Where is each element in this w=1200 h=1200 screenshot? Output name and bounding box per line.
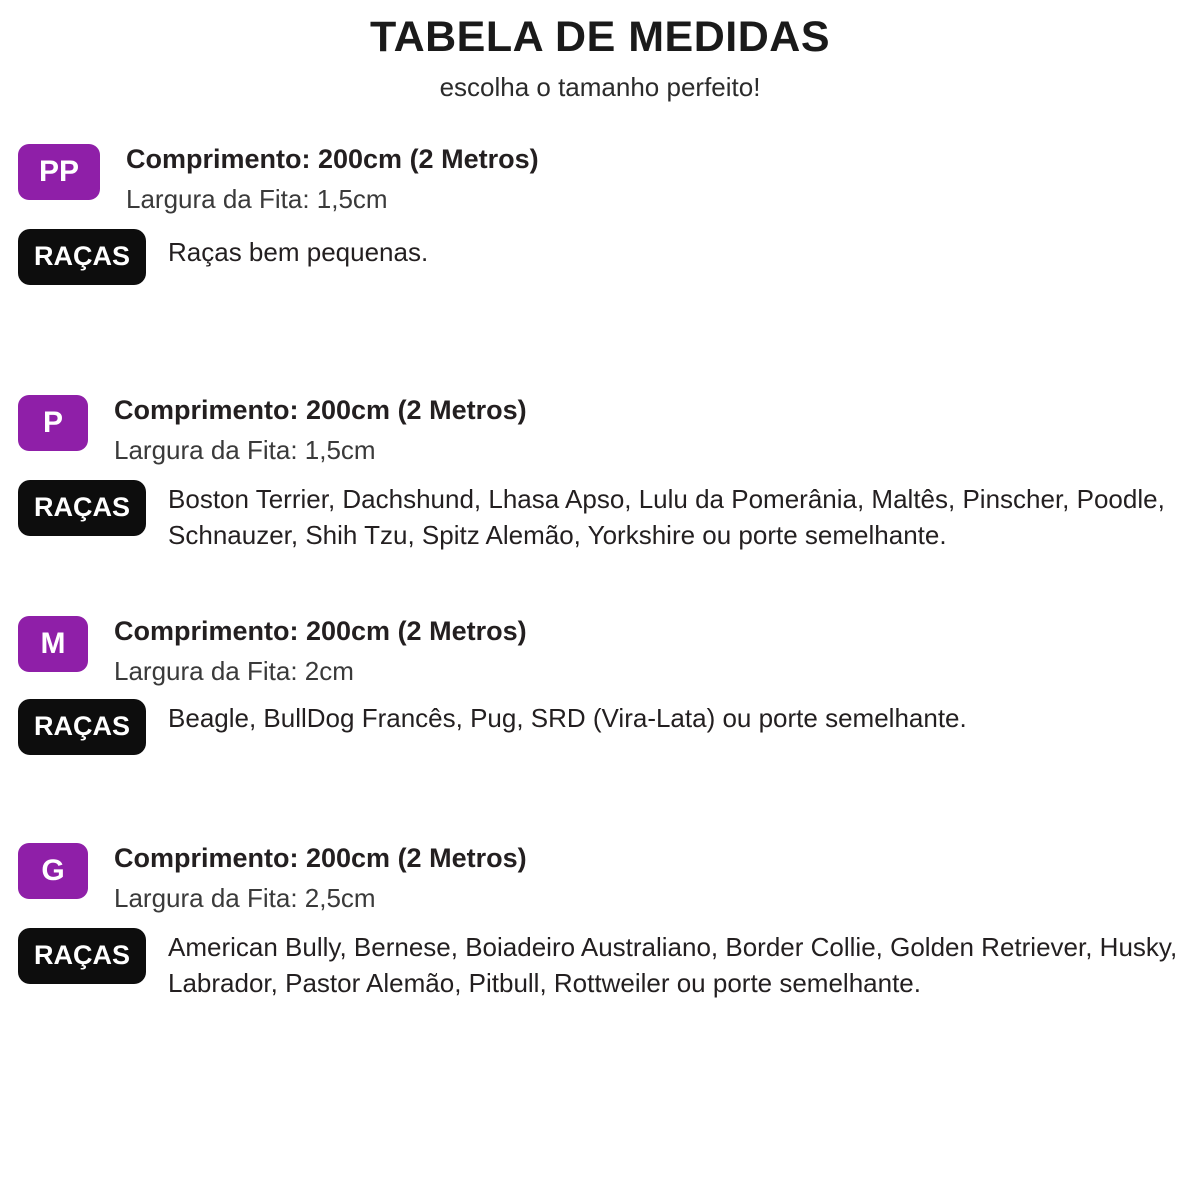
size-block-g — [0, 843, 1200, 1002]
size-block-pp — [0, 144, 1200, 285]
size-blocks — [0, 144, 1200, 1002]
size-badge-p: P — [18, 395, 88, 451]
measure-col — [88, 395, 527, 466]
measure-col — [100, 144, 539, 215]
breeds-row-m — [0, 699, 1200, 755]
breeds-text-p: Boston Terrier, Dachshund, Lhasa Apso, Lulu da Pomerânia, Maltês, Pinscher, Poodle, Schnauzer, Shih Tzu, Spitz Alemão, Yorkshire ou porte semelhante. — [168, 483, 1165, 550]
breeds-badge-pp: RAÇAS — [18, 229, 146, 285]
size-measure-row — [0, 144, 1200, 215]
length-text-g: Comprimento: 200cm (2 Metros) — [114, 842, 527, 873]
length-text-m: Comprimento: 200cm (2 Metros) — [114, 615, 527, 646]
size-measure-row — [0, 616, 1200, 687]
width-text-p: Largura da Fita: 1,5cm — [114, 434, 376, 465]
breeds-text-g: American Bully, Bernese, Boiadeiro Australiano, Border Collie, Golden Retriever, Husky, Labrador, Pastor Alemão, Pitbull, Rottweiler ou porte semelhante. — [168, 931, 1178, 998]
size-badge-pp: PP — [18, 144, 100, 200]
size-badge-g: G — [18, 843, 88, 899]
measure-col — [88, 616, 527, 687]
breeds-row-g — [0, 928, 1200, 1002]
size-badge-col — [0, 616, 88, 672]
size-block-p — [0, 395, 1200, 554]
width-text-pp: Largura da Fita: 1,5cm — [126, 183, 388, 214]
breeds-badge-g: RAÇAS — [18, 928, 146, 984]
page-subtitle: escolha o tamanho perfeito! — [439, 72, 761, 103]
breeds-row-pp — [0, 229, 1200, 285]
size-measure-row — [0, 395, 1200, 466]
size-measure-row — [0, 843, 1200, 914]
width-text-m: Largura da Fita: 2cm — [114, 655, 354, 686]
width-text-g: Largura da Fita: 2,5cm — [114, 882, 376, 913]
page-title: TABELA DE MEDIDAS — [370, 13, 830, 61]
breeds-badge-m: RAÇAS — [18, 699, 146, 755]
size-block-m — [0, 616, 1200, 755]
size-badge-col — [0, 144, 100, 200]
length-text-p: Comprimento: 200cm (2 Metros) — [114, 394, 527, 425]
header — [0, 0, 1200, 102]
length-text-pp: Comprimento: 200cm (2 Metros) — [126, 143, 539, 174]
breeds-text-m: Beagle, BullDog Francês, Pug, SRD (Vira-Lata) ou porte semelhante. — [168, 702, 967, 733]
breeds-text-pp: Raças bem pequenas. — [168, 236, 429, 267]
size-badge-col — [0, 843, 88, 899]
size-badge-col — [0, 395, 88, 451]
size-badge-m: M — [18, 616, 88, 672]
breeds-badge-p: RAÇAS — [18, 480, 146, 536]
breeds-row-p — [0, 480, 1200, 554]
measure-col — [88, 843, 527, 914]
